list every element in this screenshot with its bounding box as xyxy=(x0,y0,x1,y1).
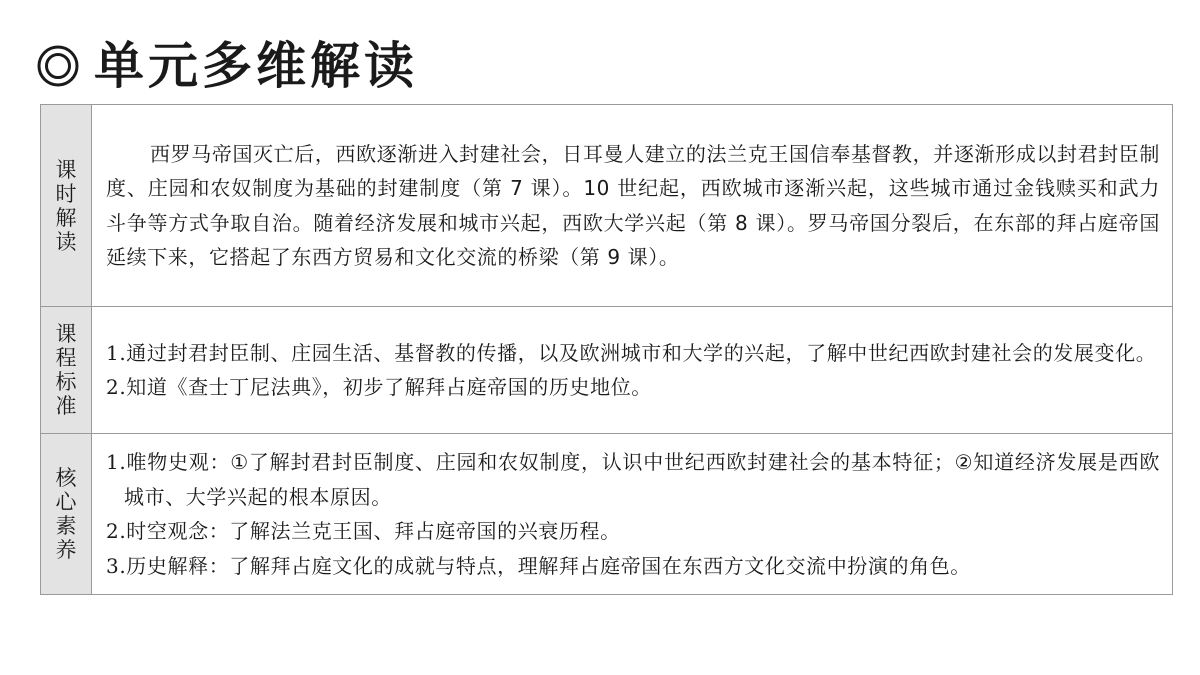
item-number: 3. xyxy=(106,553,127,578)
table-row xyxy=(41,434,1173,595)
item-text: 知道《查士丁尼法典》，初步了解拜占庭帝国的历史地位。 xyxy=(126,375,652,399)
page-title: 单元多维解读 xyxy=(94,37,418,95)
list-item xyxy=(106,445,1160,514)
list-item xyxy=(106,336,1160,371)
table-row xyxy=(41,307,1173,434)
table-row xyxy=(41,105,1173,307)
row-label-cell xyxy=(41,307,92,434)
item-number: 1. xyxy=(106,340,127,365)
item-text: 通过封君封臣制、庄园生活、基督教的传播，以及欧洲城市和大学的兴起，了解中世纪西欧封建社会的发展变化。 xyxy=(126,340,1157,365)
list-item xyxy=(106,549,1160,584)
row-label: 课时解读 xyxy=(55,157,77,254)
double-circle-icon xyxy=(36,44,80,88)
list-item xyxy=(106,370,1160,405)
row-label-cell xyxy=(41,434,92,595)
item-number: 1. xyxy=(106,450,127,474)
item-number: 2. xyxy=(106,375,127,399)
row-label-cell xyxy=(41,105,92,307)
lesson-summary-paragraph: 西罗马帝国灭亡后，西欧逐渐进入封建社会，日耳曼人建立的法兰克王国信奉基督教，并逐渐形成以封君封臣制度、庄园和农奴制度为基础的封建制度（第 7 课）。10 世纪起，西欧城市逐渐兴起，这些城市通过金钱赎买和武力斗争等方式争取自治。随着经济发展和城市兴起，西欧大学兴起（第 8 课）。罗马帝国分裂后，在东部的拜占庭帝国延续下来，它搭起了东西方贸易和文化交流的桥梁（第 9 课）。 xyxy=(106,141,1160,269)
interpretation-table xyxy=(40,104,1173,595)
item-text: 时空观念：了解法兰克王国、拜占庭帝国的兴衰历程。 xyxy=(126,519,621,543)
row-content xyxy=(92,434,1173,595)
item-text: 历史解释：了解拜占庭文化的成就与特点，理解拜占庭帝国在东西方文化交流中扮演的角色。 xyxy=(126,553,971,578)
list-item xyxy=(106,514,1160,549)
page-header xyxy=(36,30,418,102)
item-number: 2. xyxy=(106,519,127,543)
row-label: 课程标准 xyxy=(55,322,77,418)
item-text: 唯物史观：①了解封君封臣制度、庄园和农奴制度，认识中世纪西欧封建社会的基本特征；②知道经济发展是西欧城市、大学兴起的根本原因。 xyxy=(124,450,1160,509)
row-content xyxy=(92,105,1173,307)
row-content xyxy=(92,307,1173,434)
row-label: 核心素养 xyxy=(55,466,77,562)
